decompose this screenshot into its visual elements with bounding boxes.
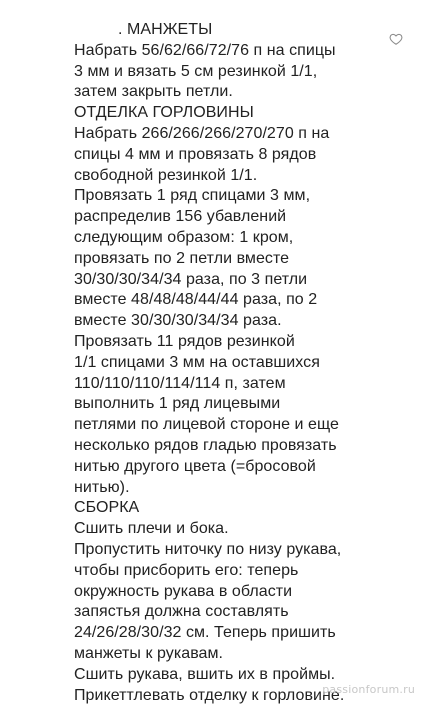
text-line: запястья должна составлять xyxy=(74,602,374,623)
text-line: Сшить рукава, вшить их в проймы. xyxy=(74,665,374,686)
text-line: выполнить 1 ряд лицевыми xyxy=(74,394,374,415)
text-line: чтобы присборить его: теперь xyxy=(74,561,374,582)
text-line: Набрать 266/266/266/270/270 п на xyxy=(74,124,374,145)
text-line: следующим образом: 1 кром, xyxy=(74,228,374,249)
text-line: Набрать 56/62/66/72/76 п на спицы xyxy=(74,41,374,62)
text-line: несколько рядов гладью провязать xyxy=(74,436,374,457)
text-line: распределив 156 убавлений xyxy=(74,207,374,228)
post-text xyxy=(74,20,374,706)
text-line: 3 мм и вязать 5 см резинкой 1/1, xyxy=(74,62,374,83)
text-line: Провязать 11 рядов резинкой xyxy=(74,332,374,353)
text-line: вместе 30/30/30/34/34 раза. xyxy=(74,311,374,332)
text-line: спицы 4 мм и провязать 8 рядов xyxy=(74,145,374,166)
text-line: Прикеттлевать отделку к горловине. xyxy=(74,686,374,706)
text-line: 24/26/28/30/32 см. Теперь пришить xyxy=(74,623,374,644)
text-line: 110/110/110/114/114 п, затем xyxy=(74,374,374,395)
section-heading: ОТДЕЛКА ГОРЛОВИНЫ xyxy=(74,103,374,124)
text-line: 1/1 спицами 3 мм на оставшихся xyxy=(74,353,374,374)
text-line: Сшить плечи и бока. xyxy=(74,519,374,540)
text-line: свободной резинкой 1/1. xyxy=(74,166,374,187)
text-line: нитью другого цвета (=бросовой xyxy=(74,457,374,478)
text-line: окружность рукава в области xyxy=(74,582,374,603)
text-line: . МАНЖЕТЫ xyxy=(118,20,374,41)
text-line: Провязать 1 ряд спицами 3 мм, xyxy=(74,186,374,207)
text-line: провязать по 2 петли вместе xyxy=(74,249,374,270)
text-line: вместе 48/48/48/44/44 раза, по 2 xyxy=(74,290,374,311)
text-line: затем закрыть петли. xyxy=(74,82,374,103)
text-line: петлями по лицевой стороне и еще xyxy=(74,415,374,436)
watermark-text: passionforum.ru xyxy=(322,683,415,696)
text-line: Пропустить ниточку по низу рукава, xyxy=(74,540,374,561)
text-line: 30/30/30/34/34 раза, по 3 петли xyxy=(74,270,374,291)
text-line: манжеты к рукавам. xyxy=(74,644,374,665)
heart-outline-icon[interactable] xyxy=(389,32,403,46)
text-line: нитью). xyxy=(74,478,374,499)
section-heading: СБОРКА xyxy=(74,498,374,519)
